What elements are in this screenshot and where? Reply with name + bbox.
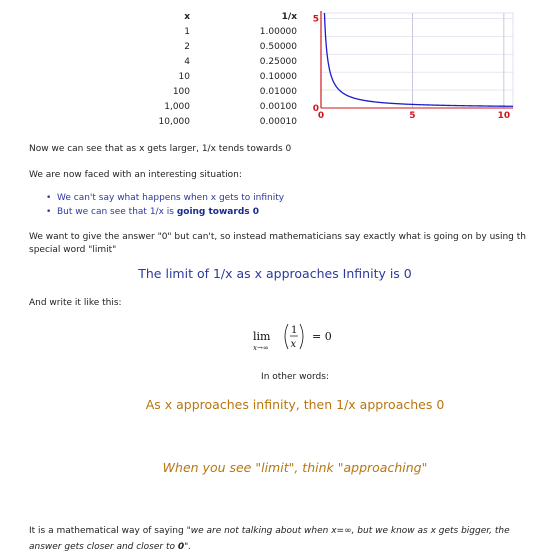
x-tick-label: 10 [497, 111, 511, 121]
table-row [150, 40, 297, 55]
approaches-statement: As x approaches infinity, then 1/x approaches 0 [145, 397, 445, 412]
write-it-text: And write it like this: [29, 298, 122, 308]
column-header-reciprocal: 1/x [281, 12, 297, 22]
formula-subscript: x→∞ [253, 344, 269, 352]
cell-x: 4 [184, 57, 190, 67]
limit-statement: The limit of 1/x as x approaches Infinity is 0 [138, 266, 412, 281]
think-approaching-statement: When you see "limit", think "approaching" [162, 460, 428, 475]
formula-lim: lim [253, 330, 271, 343]
observation-text: Now we can see that as x gets larger, 1/x tends towards 0 [29, 144, 292, 154]
closing-quote-end: ". [184, 542, 192, 552]
list-item [57, 205, 284, 219]
graph-frame [321, 13, 513, 108]
table-row [150, 100, 297, 115]
values-table [150, 10, 297, 130]
x-tick-label: 5 [409, 111, 416, 121]
table-row [150, 115, 297, 130]
y-tick-label: 0 [313, 104, 319, 114]
cell-reciprocal: 0.50000 [259, 42, 297, 52]
formula-denominator: x [290, 339, 297, 350]
closing-paragraph [29, 523, 544, 555]
table-header-row [150, 10, 297, 25]
bullet-emphasis: going towards 0 [176, 207, 260, 217]
closing-text: It is a mathematical way of saying [29, 526, 187, 536]
formula-right-paren [300, 324, 303, 349]
closing-quote: "we are not talking about when x=∞, but we know as x gets bigger, the answer gets closer and closer to [29, 526, 510, 552]
cell-x: 1,000 [164, 102, 190, 112]
situation-list [29, 191, 284, 219]
reciprocal-graph [313, 8, 518, 123]
cell-reciprocal: 0.10000 [259, 72, 297, 82]
graph-axes [321, 11, 513, 108]
bullet-text: But we can see that 1/x is [57, 207, 177, 217]
graph-grid [321, 13, 513, 108]
x-tick-label: 0 [317, 111, 325, 121]
situation-text: We are now faced with an interesting situation: [29, 170, 242, 180]
table-row [150, 55, 297, 70]
table-row [150, 85, 297, 100]
cell-x: 100 [172, 87, 190, 97]
closing-quote-emphasis: 0 [177, 542, 185, 552]
explanation-text: We want to give the answer "0" but can't, so instead mathematicians say exactly what is going on by using th [29, 232, 526, 242]
cell-x: 2 [184, 42, 190, 52]
formula-left-paren [285, 324, 288, 349]
explanation-text-cont: special word "limit" [29, 245, 117, 255]
cell-reciprocal: 0.01000 [259, 87, 297, 97]
table-body [150, 25, 297, 130]
cell-x: 1 [184, 27, 190, 37]
y-tick-label: 5 [313, 14, 319, 25]
formula-numerator: 1 [291, 325, 298, 336]
table-row [150, 25, 297, 40]
cell-reciprocal: 0.00100 [259, 102, 297, 112]
limit-formula [250, 316, 350, 356]
table-row [150, 70, 297, 85]
formula-rhs: = 0 [312, 330, 332, 343]
list-item [57, 191, 284, 205]
cell-reciprocal: 1.00000 [259, 27, 297, 37]
in-other-words-text: In other words: [261, 372, 329, 382]
cell-reciprocal: 0.00010 [259, 117, 297, 127]
bullet-text: We can't say what happens when x gets to infinity [57, 193, 285, 203]
column-header-x: x [184, 12, 190, 22]
reciprocal-curve [324, 13, 513, 106]
cell-x: 10 [178, 72, 190, 82]
cell-reciprocal: 0.25000 [259, 57, 297, 67]
cell-x: 10,000 [158, 117, 190, 127]
